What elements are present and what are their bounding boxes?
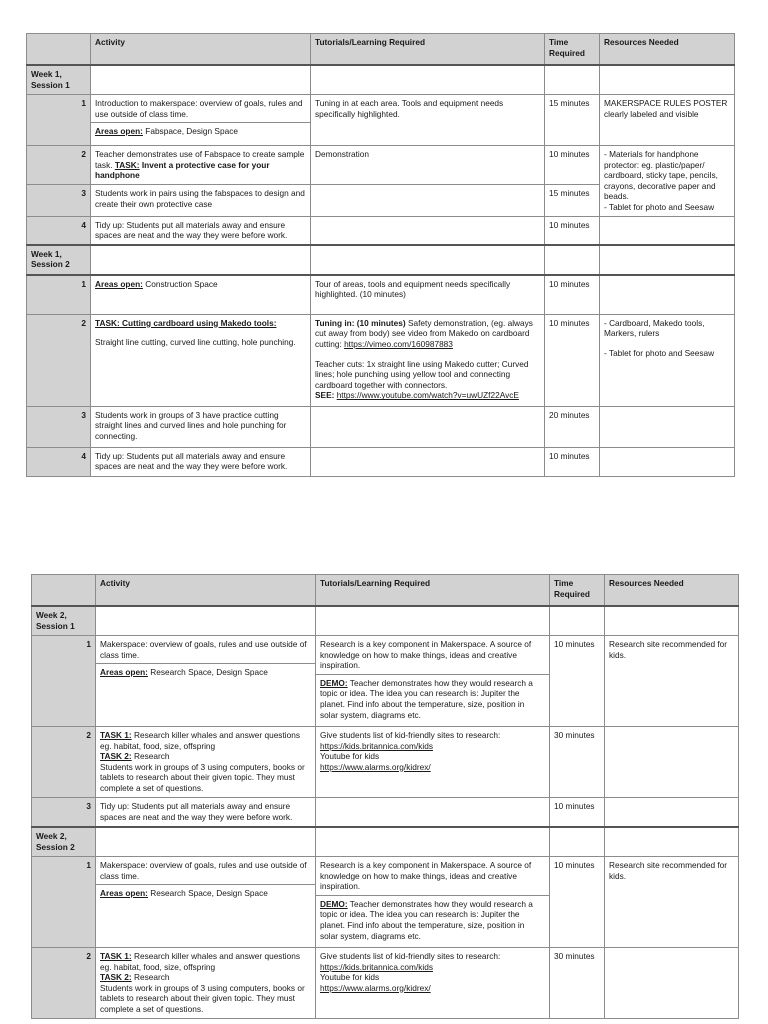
britannica-link[interactable]: https://kids.britannica.com/kids xyxy=(320,740,433,751)
demo-label: DEMO: xyxy=(320,898,348,909)
row-number: 4 xyxy=(27,216,91,245)
demo-text: Teacher demonstrates how they would research a topic or idea. The idea you can research is: Jupiter the planet. Find info about the temperature, size, position in solar system, diagrams etc. xyxy=(320,898,533,941)
task2-label: TASK 2: xyxy=(100,972,132,983)
row-number: 1 xyxy=(32,857,96,948)
row-number: 4 xyxy=(27,447,91,476)
table-row xyxy=(27,314,735,406)
header-blank xyxy=(32,575,96,607)
session-label: Week 2, Session 1 xyxy=(32,606,96,636)
activity-cell xyxy=(91,275,311,315)
resources-text: - Tablet for photo and Seesaw xyxy=(604,201,715,212)
row-number: 1 xyxy=(27,95,91,146)
activity-text: Introduction to makerspace: overview of goals, rules and use outside of class time. xyxy=(95,98,303,119)
session-row xyxy=(32,827,739,857)
tutorial-cell xyxy=(316,727,550,798)
row-number: 2 xyxy=(27,314,91,406)
time-cell: 10 minutes xyxy=(550,798,605,828)
time-cell: 10 minutes xyxy=(550,636,605,727)
areas-open-text: Construction Space xyxy=(142,278,218,289)
tutorial-cell: Tuning in at each area. Tools and equipment needs specifically highlighted. xyxy=(311,95,545,146)
kidrex-link[interactable]: https://www.alarms.org/kidrex/ xyxy=(320,761,431,772)
header-time: Time Required xyxy=(545,34,600,66)
session-label: Week 2, Session 2 xyxy=(32,827,96,857)
lesson-plan-table-week2 xyxy=(31,574,739,1019)
resources-cell: Research site recommended for kids. xyxy=(605,636,739,727)
header-resources: Resources Needed xyxy=(605,575,739,607)
header-time: Time Required xyxy=(550,575,605,607)
table-row xyxy=(32,798,739,828)
session-label: Week 1, Session 1 xyxy=(27,65,91,95)
tutorial-text: Youtube for kids xyxy=(320,751,380,762)
resources-text: - Tablet for photo and Seesaw xyxy=(604,347,715,358)
time-cell: 10 minutes xyxy=(545,146,600,185)
time-cell: 30 minutes xyxy=(550,948,605,1019)
resources-cell: Research site recommended for kids. xyxy=(605,857,739,948)
lesson-plan-table-week1 xyxy=(26,33,735,477)
header-tutorials: Tutorials/Learning Required xyxy=(311,34,545,66)
session-row xyxy=(27,245,735,275)
resources-cell xyxy=(600,146,735,217)
task2-description: Students work in groups of 3 using computers, books or tablets to research about their given topic. They must complete a set of questions. xyxy=(100,761,305,793)
header-activity: Activity xyxy=(91,34,311,66)
task1-label: TASK 1: xyxy=(100,951,132,961)
header-blank xyxy=(27,34,91,66)
task-text: Invent a protective case for your handphone xyxy=(95,159,270,181)
table-row xyxy=(27,146,735,185)
table-row xyxy=(27,95,735,146)
tutorial-text: Safety demonstration, (eg. always cut away from body) see video from Makedo on cardboard cutting: xyxy=(315,317,533,349)
youtube-link[interactable]: https://www.youtube.com/watch?v=uwUZf22AvcE xyxy=(336,390,519,401)
task1-text: Research killer whales and answer questions eg. habitat, food, size, offspring xyxy=(100,730,300,751)
activity-cell xyxy=(96,727,316,798)
session-row xyxy=(27,65,735,95)
areas-open-text: Fabspace, Design Space xyxy=(142,126,238,137)
row-number: 3 xyxy=(27,185,91,216)
row-number: 2 xyxy=(32,727,96,798)
areas-open-label: Areas open: xyxy=(100,888,148,899)
activity-cell xyxy=(96,948,316,1019)
activity-cell: Tidy up: Students put all materials away and ensure spaces are neat and the way they were before work. xyxy=(96,798,316,828)
areas-open-text: Research Space, Design Space xyxy=(147,667,268,678)
time-cell: 10 minutes xyxy=(545,216,600,245)
row-number: 2 xyxy=(32,948,96,1019)
kidrex-link[interactable]: https://www.alarms.org/kidrex/ xyxy=(320,982,431,993)
tutorial-cell: Demonstration xyxy=(311,146,545,185)
activity-text: Teacher demonstrates use of Fabspace to create sample task. xyxy=(95,149,305,170)
activity-cell xyxy=(91,95,311,146)
tuning-in-label: Tuning in: (10 minutes) xyxy=(315,317,406,328)
demo-label: DEMO: xyxy=(320,677,348,688)
row-number: 1 xyxy=(32,636,96,727)
areas-open-label: Areas open: xyxy=(100,667,148,678)
tutorial-text: Research is a key component in Makerspace. A source of knowledge on how to make things, ideas and creative inspiration. xyxy=(320,860,532,892)
tutorial-cell: Tour of areas, tools and equipment needs specifically highlighted. (10 minutes) xyxy=(311,275,545,315)
table-row xyxy=(32,636,739,727)
tutorial-cell xyxy=(316,948,550,1019)
session-row xyxy=(32,606,739,636)
resources-cell xyxy=(600,314,735,406)
header-resources: Resources Needed xyxy=(600,34,735,66)
table-row xyxy=(27,275,735,315)
table-header-row xyxy=(27,34,735,66)
session-label: Week 1, Session 2 xyxy=(27,245,91,275)
resources-text: - Cardboard, Makedo tools, Markers, rulers xyxy=(604,317,705,339)
resources-text: clearly labeled and visible xyxy=(604,108,699,119)
tutorial-cell xyxy=(311,314,545,406)
activity-cell xyxy=(91,146,311,185)
row-number: 3 xyxy=(27,406,91,447)
row-number: 3 xyxy=(32,798,96,828)
table-row xyxy=(32,948,739,1019)
table-row xyxy=(27,406,735,447)
time-cell: 15 minutes xyxy=(545,185,600,216)
vimeo-link[interactable]: https://vimeo.com/160987883 xyxy=(344,338,453,349)
table-row xyxy=(32,857,739,948)
table-row xyxy=(27,447,735,476)
activity-cell xyxy=(91,314,311,406)
resources-text: MAKERSPACE RULES POSTER xyxy=(604,98,728,108)
tutorial-cell xyxy=(316,857,550,948)
activity-cell: Tidy up: Students put all materials away and ensure spaces are neat and the way they were before work. xyxy=(91,216,311,245)
resources-cell xyxy=(600,95,735,146)
task1-label: TASK 1: xyxy=(100,730,132,740)
resources-text: - Materials for handphone protector: eg. plastic/paper/ cardboard, sticky tape, pencils, crayons, decorative paper and beads. xyxy=(604,149,718,202)
header-tutorials: Tutorials/Learning Required xyxy=(316,575,550,607)
table-row xyxy=(27,216,735,245)
table-header-row xyxy=(32,575,739,607)
areas-open-label: Areas open: xyxy=(95,126,143,137)
activity-cell xyxy=(96,636,316,727)
time-cell: 10 minutes xyxy=(545,275,600,315)
row-number: 2 xyxy=(27,146,91,185)
activity-text: Straight line cutting, curved line cutting, hole punching. xyxy=(95,337,296,348)
task2-text: Research xyxy=(131,972,170,983)
areas-open-label: Areas open: xyxy=(95,278,143,289)
activity-cell: Students work in groups of 3 have practice cutting straight lines and curved lines and hole punching for connecting. xyxy=(91,406,311,447)
time-cell: 10 minutes xyxy=(545,314,600,406)
task2-description: Students work in groups of 3 using computers, books or tablets to research about their given topic. They must complete a set of questions. xyxy=(100,982,305,1014)
time-cell: 10 minutes xyxy=(550,857,605,948)
time-cell: 15 minutes xyxy=(545,95,600,146)
table-row xyxy=(32,727,739,798)
tutorial-text: Youtube for kids xyxy=(320,972,380,983)
activity-text: Makerspace: overview of goals, rules and use outside of class time. xyxy=(100,860,307,881)
time-cell: 20 minutes xyxy=(545,406,600,447)
activity-cell: Students work in pairs using the fabspaces to design and create their own protective case xyxy=(91,185,311,216)
tutorial-text: Research is a key component in Makerspace. A source of knowledge on how to make things, ideas and creative inspiration. xyxy=(320,639,532,671)
task2-label: TASK 2: xyxy=(100,751,132,762)
task-label: TASK: Cutting cardboard using Makedo tools: xyxy=(95,317,277,328)
time-cell: 10 minutes xyxy=(545,447,600,476)
task-label: TASK: xyxy=(114,159,140,170)
tutorial-text: Give students list of kid-friendly sites to research: xyxy=(320,951,501,961)
activity-text: Makerspace: overview of goals, rules and use outside of class time. xyxy=(100,639,307,660)
activity-cell xyxy=(96,857,316,948)
areas-open-text: Research Space, Design Space xyxy=(147,888,268,899)
demo-text: Teacher demonstrates how they would research a topic or idea. The idea you can research is: Jupiter the planet. Find info about the temperature, size, position in solar system, diagrams etc. xyxy=(320,677,533,720)
activity-cell: Tidy up: Students put all materials away and ensure spaces are neat and the way they were before work. xyxy=(91,447,311,476)
row-number: 1 xyxy=(27,275,91,315)
tutorial-text: Give students list of kid-friendly sites to research: xyxy=(320,730,501,740)
time-cell: 30 minutes xyxy=(550,727,605,798)
tutorial-text: Teacher cuts: 1x straight line using Makedo cutter; Curved lines; hole punching using yellow tool and connecting cardboard together with connectors. xyxy=(315,358,529,390)
task1-text: Research killer whales and answer questions eg. habitat, food, size, offspring xyxy=(100,951,300,972)
see-label: SEE: xyxy=(315,390,335,401)
tutorial-cell xyxy=(316,636,550,727)
header-activity: Activity xyxy=(96,575,316,607)
task2-text: Research xyxy=(131,751,170,762)
britannica-link[interactable]: https://kids.britannica.com/kids xyxy=(320,961,433,972)
